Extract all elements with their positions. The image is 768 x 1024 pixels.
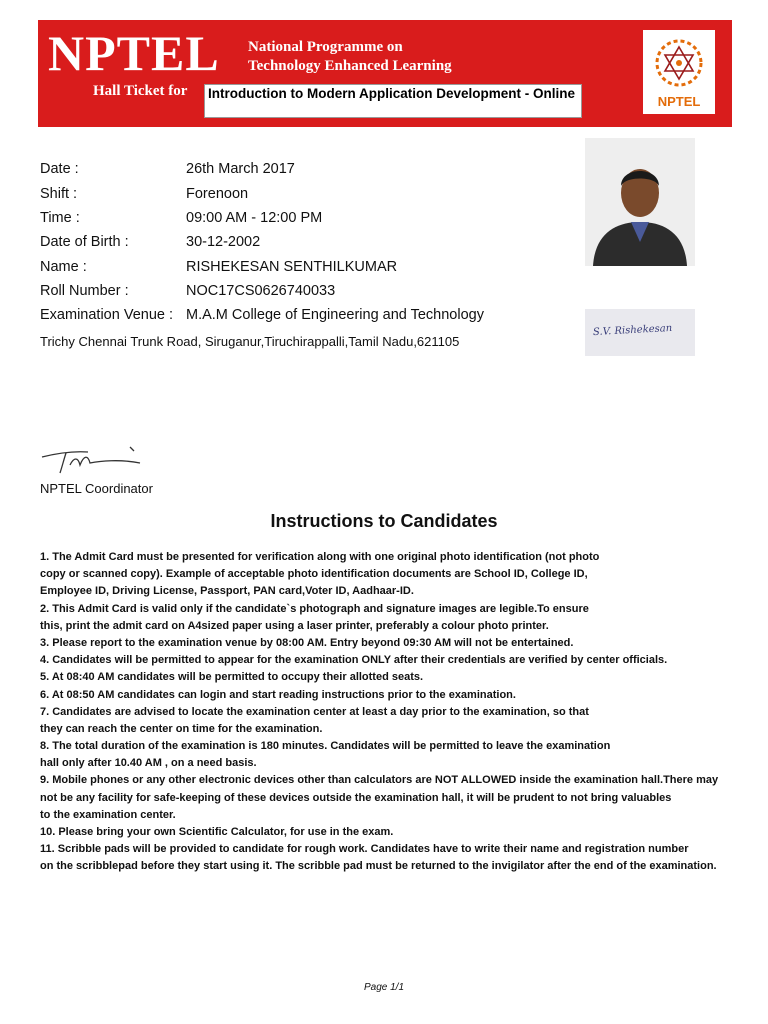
instruction-line: 8. The total duration of the examination is 180 minutes. Candidates will be permitted to leave the examination [40, 740, 611, 753]
detail-label: Time : [40, 210, 80, 226]
instruction-line: 3. Please report to the examination venue by 08:00 AM. Entry beyond 09:30 AM will not be entertained. [40, 636, 574, 649]
hall-ticket-label: Hall Ticket for [93, 83, 188, 99]
instruction-line: copy or scanned copy). Example of acceptable photo identification documents are School ID, College ID, [40, 568, 588, 581]
program-name [248, 38, 452, 76]
coordinator-label: NPTEL Coordinator [40, 481, 153, 496]
detail-value: M.A.M College of Engineering and Technology [186, 307, 484, 323]
instruction-line: they can reach the center on time for the examination. [40, 722, 323, 735]
program-line-1: National Programme on [248, 39, 403, 55]
detail-label: Name : [40, 259, 87, 275]
instruction-line: 11. Scribble pads will be provided to candidate for rough work. Candidates have to write their name and registration number [40, 843, 689, 856]
nptel-logo [643, 30, 715, 114]
detail-value: RISHEKESAN SENTHILKUMAR [186, 259, 398, 275]
program-line-2: Technology Enhanced Learning [248, 58, 452, 74]
instructions-list [40, 549, 760, 876]
instruction-line: hall only after 10.40 AM , on a need basis. [40, 757, 257, 770]
handwritten-signature-icon [40, 443, 144, 475]
detail-value: 26th March 2017 [186, 161, 295, 177]
venue-address: Trichy Chennai Trunk Road, Siruganur,Tiruchirappalli,Tamil Nadu,621105 [40, 334, 460, 349]
brand-title: NPTEL [48, 25, 220, 81]
detail-value: Forenoon [186, 186, 249, 202]
instruction-line: 6. At 08:50 AM candidates can login and start reading instructions prior to the examination. [40, 688, 516, 701]
candidate-signature [585, 309, 695, 356]
instruction-line: 10. Please bring your own Scientific Calculator, for use in the exam. [40, 826, 394, 838]
coordinator-signature [40, 443, 144, 480]
detail-label: Examination Venue : [40, 307, 174, 323]
instruction-line: on the scribblepad before they start using it. The scribble pad must be returned to the invigilator after the end of the examination. [40, 860, 717, 873]
candidate-photo [585, 138, 695, 266]
detail-value: NOC17CS0626740033 [186, 283, 336, 299]
instruction-line: 2. This Admit Card is valid only if the candidate`s photograph and signature images are legible.To ensure [40, 602, 589, 615]
instruction-line: this, print the admit card on A4sized paper using a laser printer, preferably a colour photo printer. [40, 619, 549, 632]
logo-caption: NPTEL [657, 94, 701, 109]
person-photo-icon [585, 138, 695, 266]
signature-text: S.V. Rishekesan [592, 322, 673, 339]
detail-label: Date of Birth : [40, 234, 129, 250]
instruction-line: 1. The Admit Card must be presented for verification along with one original photo identification (not photo [40, 551, 600, 563]
instructions-title: Instructions to Candidates [270, 511, 498, 531]
nptel-emblem-icon [653, 34, 705, 92]
instruction-line: Employee ID, Driving License, Passport, PAN card,Voter ID, Aadhaar-ID. [40, 585, 414, 598]
page-number: Page 1/1 [363, 982, 405, 993]
detail-label: Roll Number : [40, 283, 129, 299]
instruction-line: not be any facility for safe-keeping of these devices outside the examination hall, it will be prudent to not bring valuables [40, 791, 672, 804]
detail-label: Date : [40, 161, 79, 177]
instruction-line: 9. Mobile phones or any other electronic devices other than calculators are NOT ALLOWED inside the examination hall.There may [40, 774, 719, 787]
detail-value: 09:00 AM - 12:00 PM [186, 210, 323, 226]
course-name-box: Introduction to Modern Application Development - Online [204, 84, 582, 118]
detail-value: 30-12-2002 [186, 234, 261, 250]
header-banner [38, 20, 732, 127]
detail-label: Shift : [40, 186, 78, 202]
instruction-line: 4. Candidates will be permitted to appear for the examination ONLY after their credentials are verified by center officials. [40, 654, 668, 667]
instruction-line: 5. At 08:40 AM candidates will be permitted to occupy their allotted seats. [40, 671, 424, 684]
instruction-line: to the examination center. [40, 808, 176, 821]
instruction-line: 7. Candidates are advised to locate the examination center at least a day prior to the examination, so that [40, 705, 589, 718]
